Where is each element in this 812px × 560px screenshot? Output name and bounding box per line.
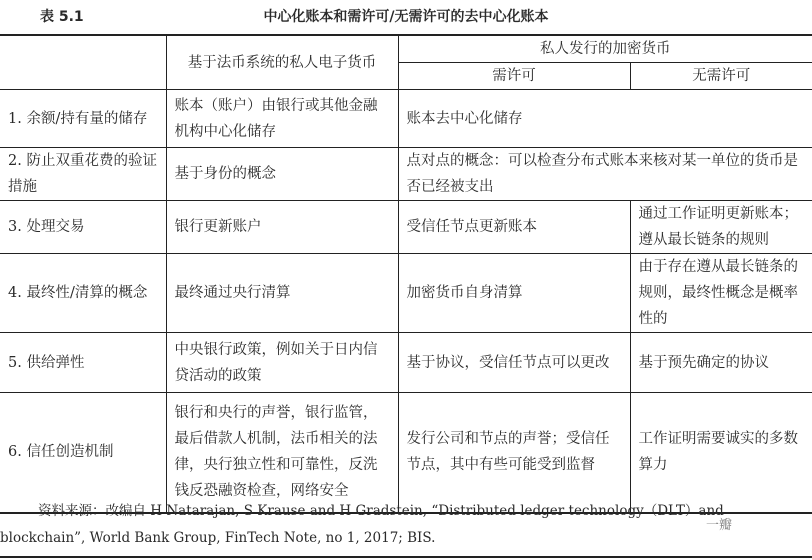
table-row <box>0 254 812 333</box>
watermark: 一瓣 <box>706 518 733 533</box>
header-crypto: 私人发行的加密货币 <box>398 35 812 63</box>
row-label: 1. 余额/持有量的储存 <box>0 90 166 148</box>
cell-permissioned: 加密货币自身清算 <box>398 254 630 333</box>
source-note: 资料来源：改编自 H Natarajan, S Krause and H Gradstein, “Distributed ledger technology（DLT）and blockchain”, World Bank Group, FinTech Note, no 1, 2017; BIS. <box>0 503 724 546</box>
table-label: 表 5.1 <box>40 9 84 25</box>
table-row <box>0 201 812 254</box>
cell-permissionless: 由于存在遵从最长链条的规则，最终性概念是概率性的 <box>630 254 812 333</box>
cell-fiat: 账本（账户）由银行或其他金融机构中心化储存 <box>166 90 398 148</box>
cell-crypto: 账本去中心化储存 <box>398 90 812 148</box>
table-title: 中心化账本和需许可/无需许可的去中心化账本 <box>263 9 549 25</box>
row-label: 4. 最终性/清算的概念 <box>0 254 166 333</box>
cell-fiat: 银行更新账户 <box>166 201 398 254</box>
row-label: 2. 防止双重花费的验证措施 <box>0 148 166 201</box>
header-fiat: 基于法币系统的私人电子货币 <box>166 35 398 90</box>
row-label: 5. 供给弹性 <box>0 333 166 393</box>
comparison-table <box>0 34 812 514</box>
row-label: 3. 处理交易 <box>0 201 166 254</box>
row-label: 6. 信任创造机制 <box>0 393 166 513</box>
bottom-rule <box>0 556 812 558</box>
header-permissioned: 需许可 <box>398 63 630 90</box>
cell-fiat: 基于身份的概念 <box>166 148 398 201</box>
cell-permissionless: 工作证明需要诚实的多数算力 <box>630 393 812 513</box>
cell-permissioned: 基于协议，受信任节点可以更改 <box>398 333 630 393</box>
cell-fiat: 中央银行政策，例如关于日内信贷活动的政策 <box>166 333 398 393</box>
cell-permissionless: 通过工作证明更新账本；遵从最长链条的规则 <box>630 201 812 254</box>
table-row <box>0 333 812 393</box>
table-row <box>0 90 812 148</box>
cell-crypto: 点对点的概念：可以检查分布式账本来核对某一单位的货币是否已经被支出 <box>398 148 812 201</box>
table-row <box>0 148 812 201</box>
cell-permissioned: 发行公司和节点的声誉；受信任节点，其中有些可能受到监督 <box>398 393 630 513</box>
header-permissionless: 无需许可 <box>630 63 812 90</box>
table-row <box>0 393 812 513</box>
header-row <box>0 35 812 63</box>
cell-fiat: 最终通过央行清算 <box>166 254 398 333</box>
cell-permissioned: 受信任节点更新账本 <box>398 201 630 254</box>
header-empty <box>0 35 166 90</box>
cell-fiat: 银行和央行的声誉，银行监管，最后借款人机制，法币相关的法律，央行独立性和可靠性，反洗钱反恐融资检查，网络安全 <box>166 393 398 513</box>
cell-permissionless: 基于预先确定的协议 <box>630 333 812 393</box>
